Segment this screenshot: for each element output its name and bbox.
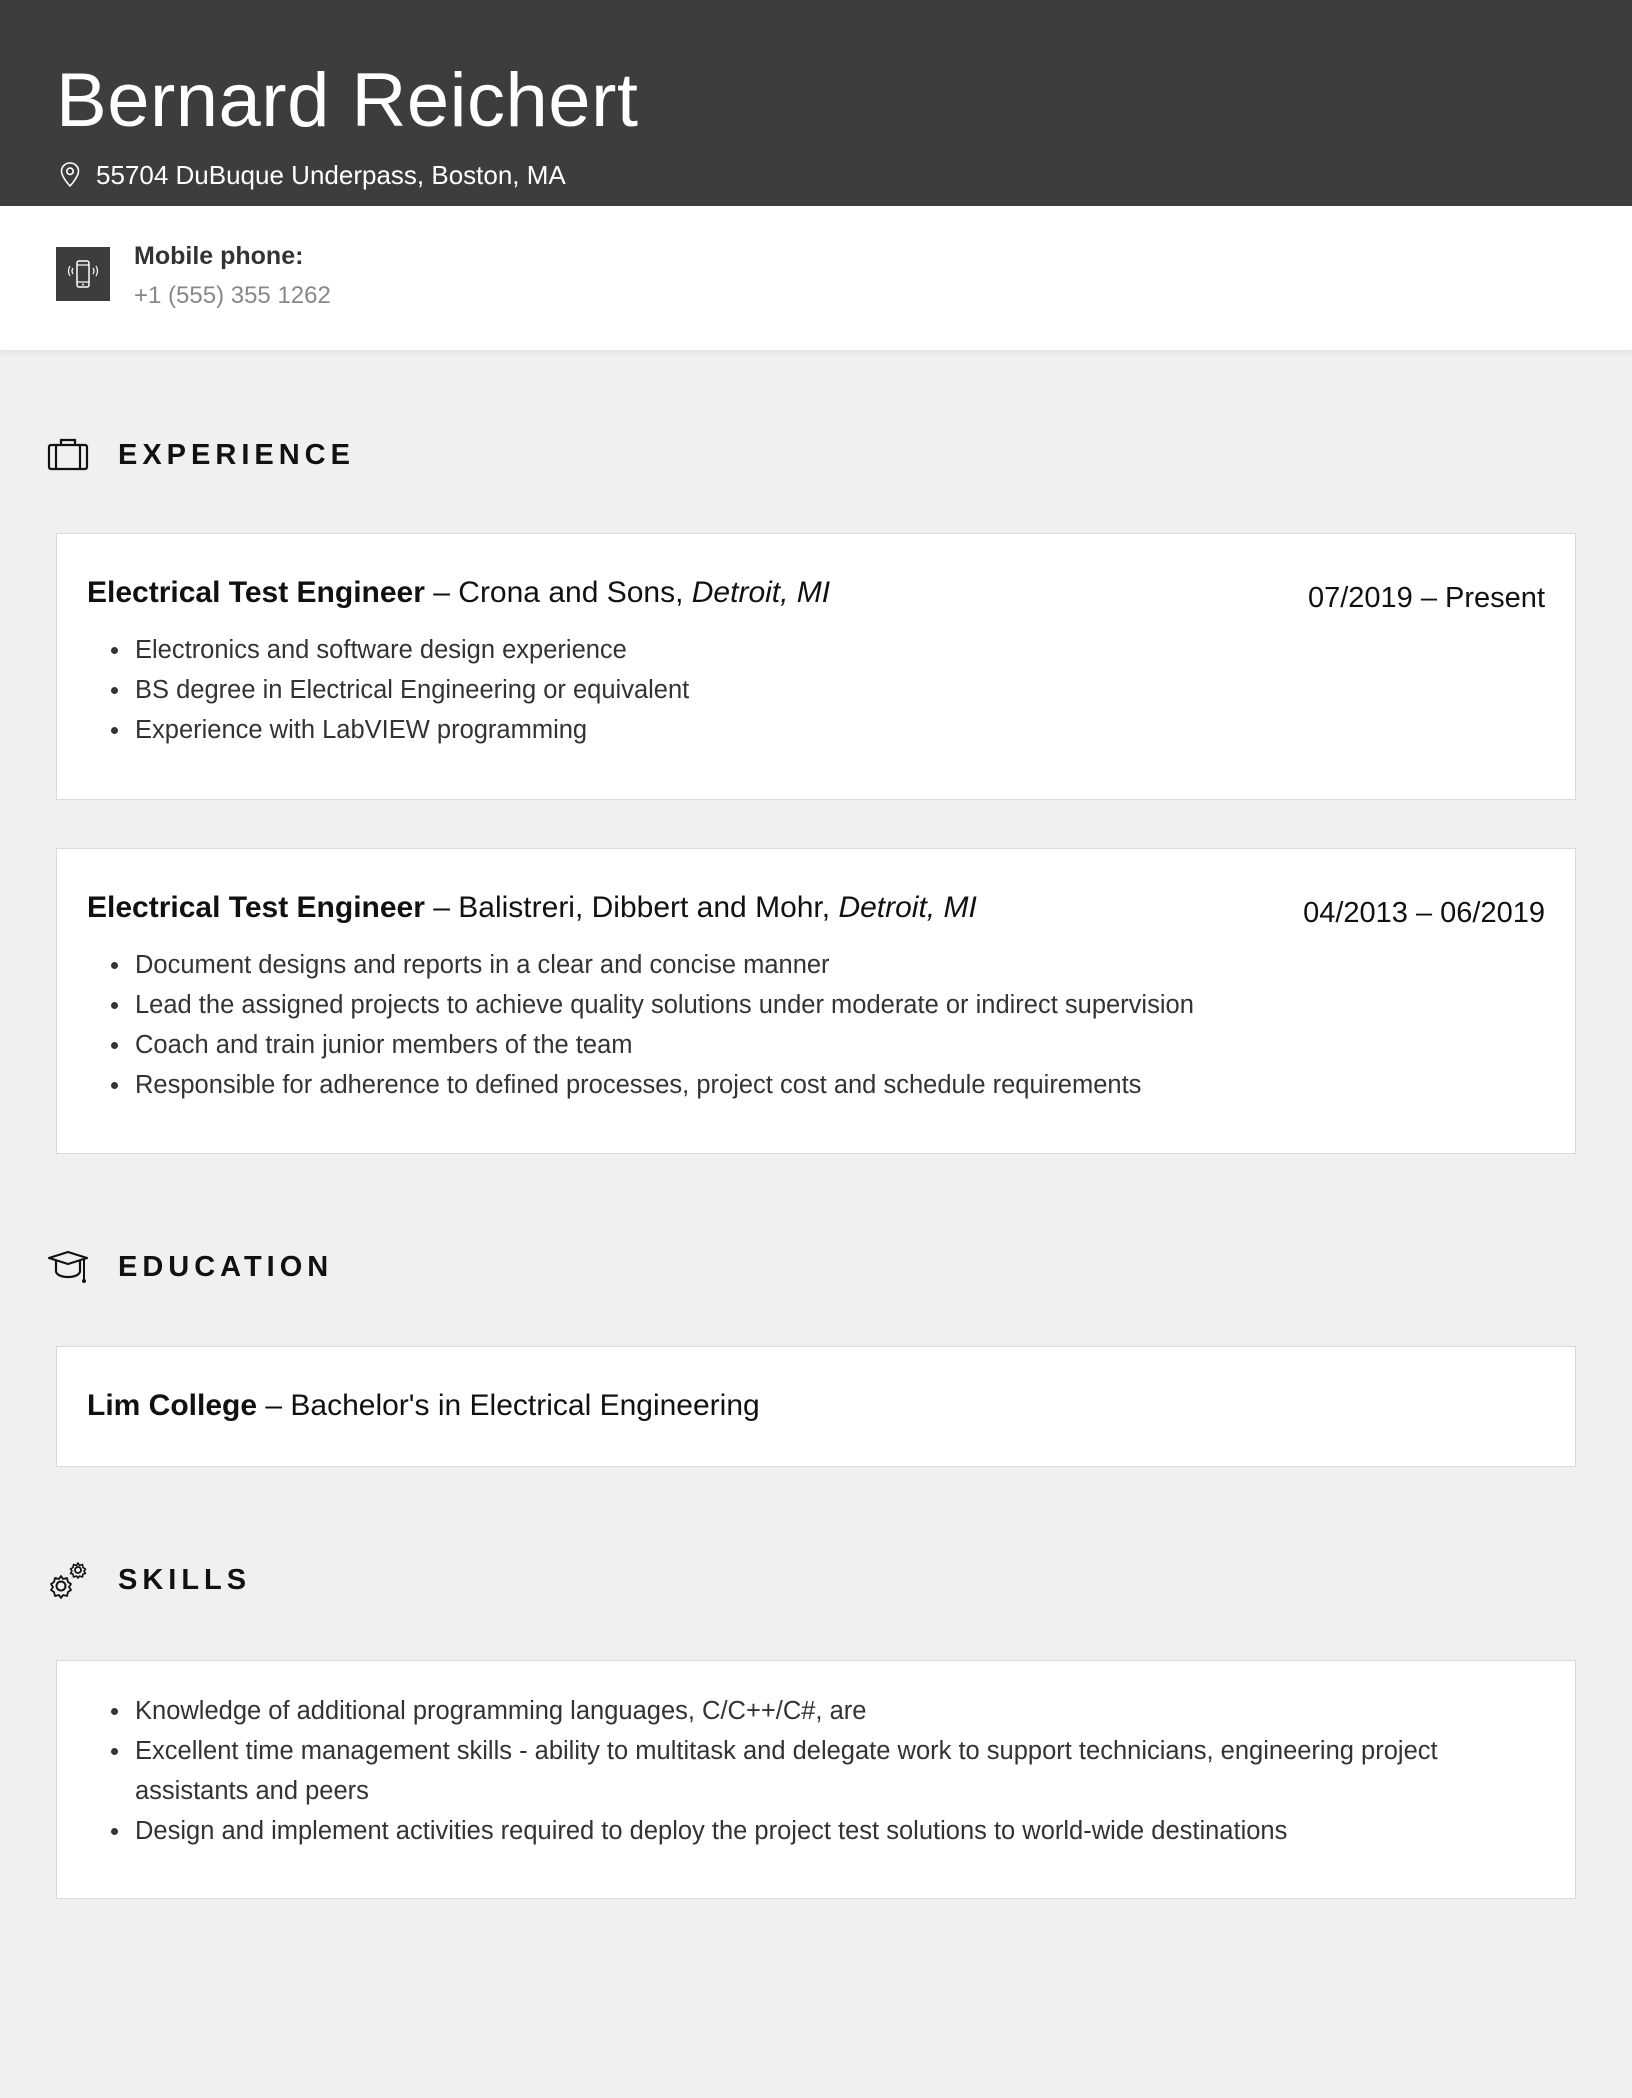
list-item: Excellent time management skills - ability to multitask and delegate work to support technicians, engineering project assistants and peers [105,1731,1535,1811]
list-item: BS degree in Electrical Engineering or equivalent [105,670,1535,710]
list-item: Experience with LabVIEW programming [105,710,1535,750]
education-heading [46,1245,333,1289]
education-card [56,1346,1576,1467]
education-title: EDUCATION [118,1250,334,1283]
job-title-line [87,891,977,925]
location-pin-icon [58,161,82,189]
job-role: Electrical Test Engineer [87,576,425,609]
job-location: Detroit, MI [691,576,831,609]
list-item: Lead the assigned projects to achieve quality solutions under moderate or indirect supervision [105,985,1535,1025]
list-item: Coach and train junior members of the team [105,1025,1535,1065]
phone-number: +1 (555) 355 1262 [134,282,331,309]
list-item: Knowledge of additional programming languages, C/C++/C#, are [105,1691,1535,1731]
title-separator: – [257,1389,291,1422]
job-dates: 04/2013 – 06/2019 [1303,897,1545,929]
skills-title: SKILLS [118,1563,252,1596]
experience-card [56,533,1576,800]
skills-list [105,1691,1535,1851]
phone-label: Mobile phone: [134,242,304,270]
skills-heading [46,1558,251,1602]
job-title-line [87,576,830,610]
contact-bar [0,206,1632,350]
title-separator: – [424,576,459,609]
skills-card [56,1660,1576,1899]
title-separator: – [424,891,459,924]
education-line [87,1389,760,1423]
resume-header [0,0,1632,206]
school-name: Lim College [87,1389,258,1422]
list-item: Design and implement activities required to deploy the project test solutions to world-wide destinations [105,1811,1535,1851]
job-bullets [105,945,1535,1105]
degree-name: Bachelor's in Electrical Engineering [290,1389,760,1422]
gears-icon [46,1558,90,1602]
job-role: Electrical Test Engineer [87,891,425,924]
job-company: Crona and Sons, [458,576,692,609]
experience-heading [46,433,355,477]
address-line [58,156,566,194]
address-text: 55704 DuBuque Underpass, Boston, MA [96,159,566,190]
graduation-cap-icon [46,1245,90,1289]
phone-icon-box [56,247,110,301]
list-item: Document designs and reports in a clear and concise manner [105,945,1535,985]
list-item: Electronics and software design experience [105,630,1535,670]
job-company: Balistreri, Dibbert and Mohr, [458,891,839,924]
experience-title: EXPERIENCE [118,438,355,471]
list-item: Responsible for adherence to defined processes, project cost and schedule requirements [105,1065,1535,1105]
experience-card [56,848,1576,1154]
briefcase-icon [46,433,90,477]
job-location: Detroit, MI [838,891,977,924]
mobile-phone-icon [65,256,101,292]
job-dates: 07/2019 – Present [1307,582,1545,614]
candidate-name: Bernard Reichert [56,58,639,143]
job-bullets [105,630,1535,750]
